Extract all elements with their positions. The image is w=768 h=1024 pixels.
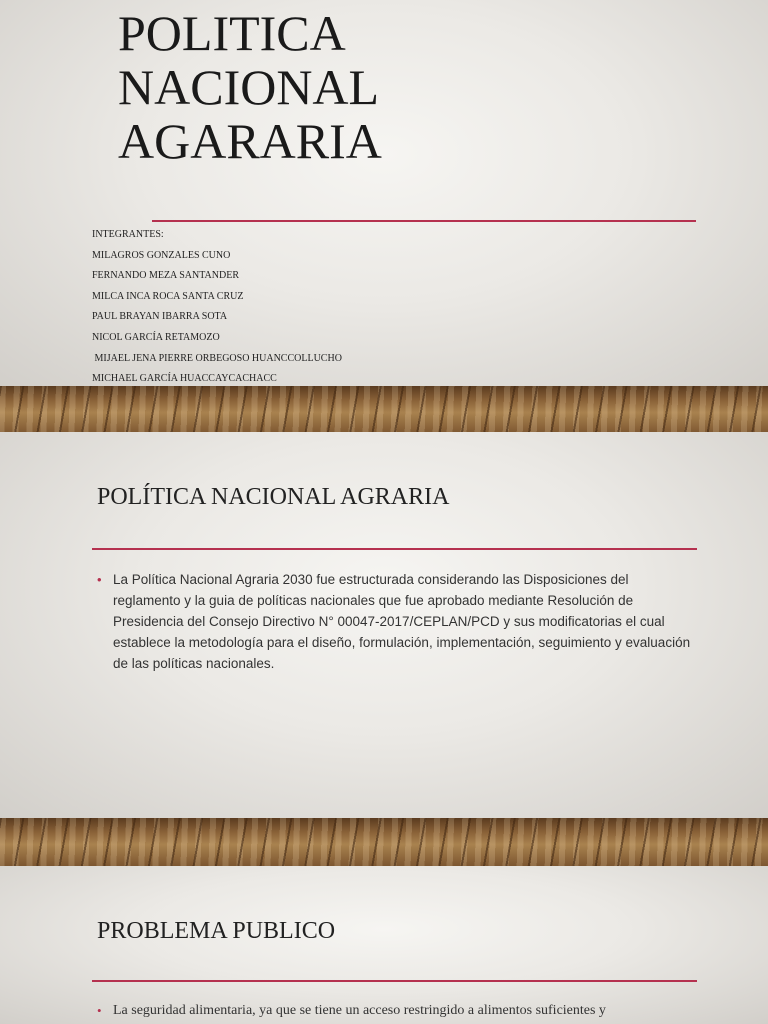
presentation-title xyxy=(118,6,382,168)
bullet-paragraph xyxy=(97,1000,737,1021)
heading-divider xyxy=(92,980,697,982)
title-line-2: NACIONAL xyxy=(118,59,380,115)
member-item: PAUL BRAYAN IBARRA SOTA xyxy=(92,311,228,323)
title-line-3: AGARARIA xyxy=(118,113,382,169)
slide-title xyxy=(0,0,768,386)
members-label: INTEGRANTES: xyxy=(92,229,164,240)
wood-floor-strip xyxy=(0,818,768,866)
member-item: MICHAEL GARCÍA HUACCAYCACHACC xyxy=(92,373,277,385)
member-item: MILAGROS GONZALES CUNO xyxy=(92,249,231,261)
member-item: FERNANDO MEZA SANTANDER xyxy=(92,270,239,282)
title-line-1: POLITICA xyxy=(118,5,346,61)
member-item: NICOL GARCÍA RETAMOZO xyxy=(92,331,220,343)
bullet-icon: • xyxy=(97,572,102,587)
bullet-text: La Política Nacional Agraria 2030 fue estructurada considerando las Disposiciones del reglamento y la guia de políticas nacionales que fue aprobado mediante Resolución de Presidencia del Consejo Directivo N° 00047-2017/CEPLAN/PCD y sus modificatorias el cual establece la metodología para el diseño, formulación, implementación, seguimiento y evaluación de las políticas nacionales. xyxy=(113,572,691,671)
bullet-text: La seguridad alimentaria, ya que se tiene un acceso restringido a alimentos suficientes y xyxy=(113,1003,606,1018)
wood-floor-strip xyxy=(0,386,768,434)
members-list xyxy=(92,228,342,386)
heading-divider xyxy=(92,548,697,550)
slide-politica xyxy=(0,432,768,818)
member-item: MILCA INCA ROCA SANTA CRUZ xyxy=(92,290,244,302)
bullet-paragraph xyxy=(97,569,697,674)
slide-heading: POLÍTICA NACIONAL AGRARIA xyxy=(97,484,450,510)
member-item: MIJAEL JENA PIERRE ORBEGOSO HUANCCOLLUCHO xyxy=(92,352,342,364)
title-divider xyxy=(152,220,696,222)
slide-heading: PROBLEMA PUBLICO xyxy=(97,918,336,944)
bullet-icon: • xyxy=(97,1003,102,1018)
slide-problema xyxy=(0,866,768,1024)
